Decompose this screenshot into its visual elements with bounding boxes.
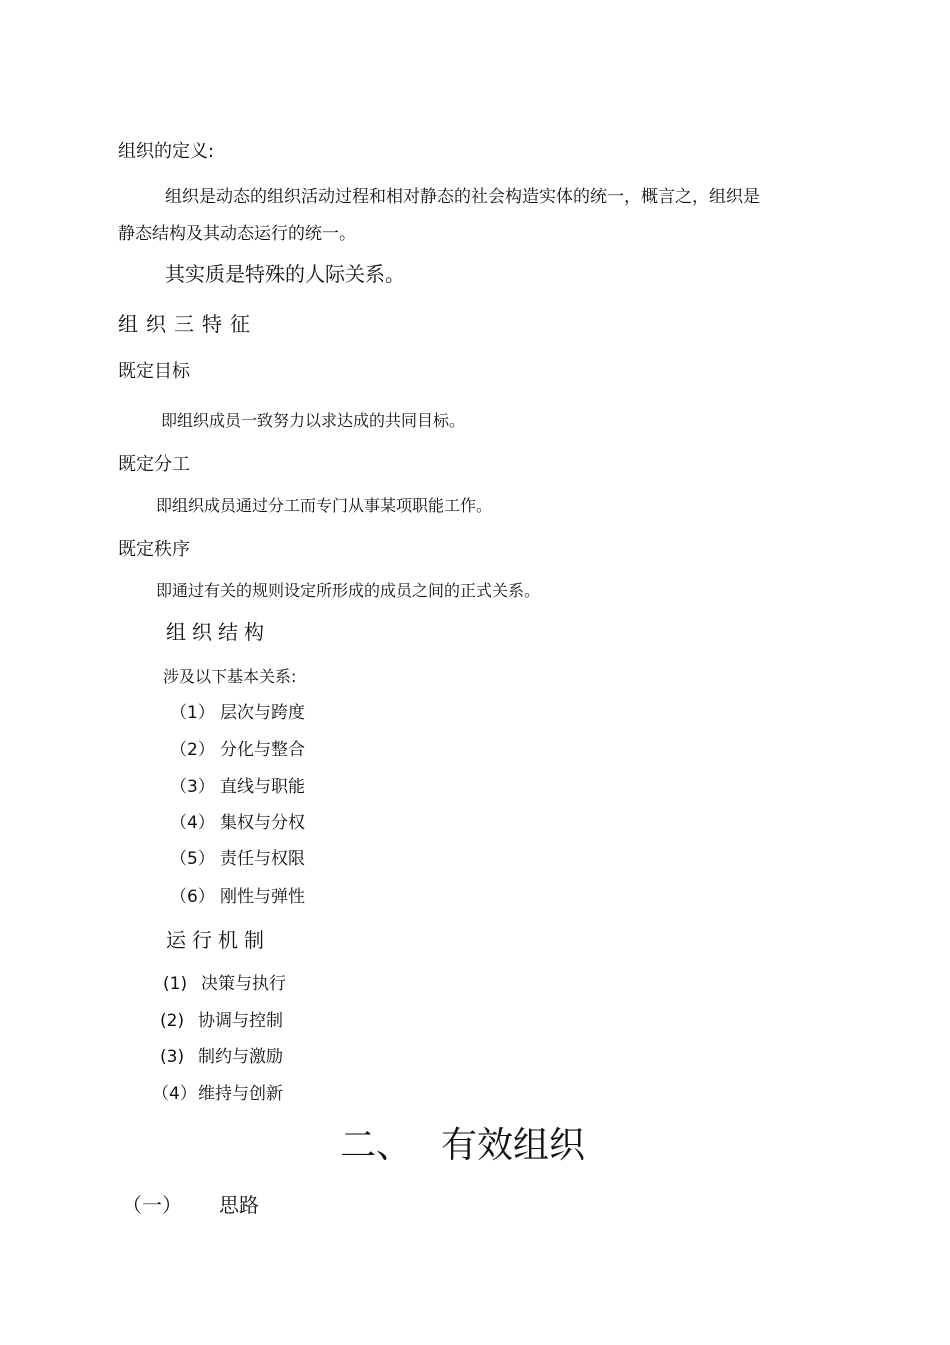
list-item	[170, 851, 305, 868]
feature-desc: 即组织成员一致努力以求达成的共同目标。	[161, 411, 466, 430]
list-item	[170, 815, 305, 832]
feature-title: 既定秩序	[118, 539, 190, 560]
list-item-text: 刚性与弹性	[220, 887, 305, 907]
definition-para-line1: 组织是动态的组织活动过程和相对静态的社会构造实体的统一，概言之，组织是	[165, 187, 760, 207]
list-item	[160, 1049, 283, 1066]
definition-essence: 其实质是特殊的人际关系。	[165, 262, 405, 286]
list-item-text: 层次与跨度	[220, 703, 305, 723]
list-item-number: （2）	[170, 740, 215, 760]
list-item-number: （5）	[170, 849, 215, 869]
list-item	[152, 1086, 283, 1103]
structure-heading: 组织结构	[166, 620, 270, 644]
mechanism-heading: 运行机制	[166, 928, 270, 952]
list-item-number: （4）	[152, 1084, 197, 1104]
list-item-text: 直线与职能	[220, 777, 305, 797]
list-item	[160, 1013, 283, 1030]
list-item-number: (1)	[163, 974, 188, 994]
list-item-text: 分化与整合	[220, 740, 305, 760]
list-item-text: 制约与激励	[198, 1047, 283, 1067]
subsection-number: （一）	[122, 1193, 182, 1217]
list-item	[170, 889, 305, 906]
list-item-number: (3)	[160, 1047, 185, 1067]
list-item-text: 集权与分权	[220, 813, 305, 833]
feature-title: 既定目标	[118, 361, 190, 382]
feature-title: 既定分工	[118, 454, 190, 475]
list-item	[163, 976, 286, 993]
definition-para-line2: 静态结构及其动态运行的统一。	[118, 224, 356, 244]
list-item-number: （1）	[170, 703, 215, 723]
section-title: 有效组织	[441, 1125, 586, 1166]
feature-desc: 即通过有关的规则设定所形成的成员之间的正式关系。	[156, 581, 541, 600]
list-item	[170, 779, 305, 796]
features-heading: 组织三特征	[118, 312, 258, 336]
list-item-number: （4）	[170, 813, 215, 833]
list-item	[170, 742, 305, 759]
list-item-text: 维持与创新	[198, 1084, 283, 1104]
definition-heading: 组织的定义:	[118, 141, 215, 162]
list-item-number: （6）	[170, 887, 215, 907]
list-item-number: （3）	[170, 777, 215, 797]
list-item-text: 协调与控制	[198, 1011, 283, 1031]
structure-intro: 涉及以下基本关系:	[163, 667, 297, 686]
list-item	[170, 705, 305, 722]
section-number: 二、	[340, 1125, 413, 1166]
list-item-number: (2)	[160, 1011, 185, 1031]
subsection-title: 思路	[219, 1193, 259, 1217]
list-item-text: 决策与执行	[201, 974, 286, 994]
list-item-text: 责任与权限	[220, 849, 305, 869]
feature-desc: 即组织成员通过分工而专门从事某项职能工作。	[156, 496, 493, 515]
